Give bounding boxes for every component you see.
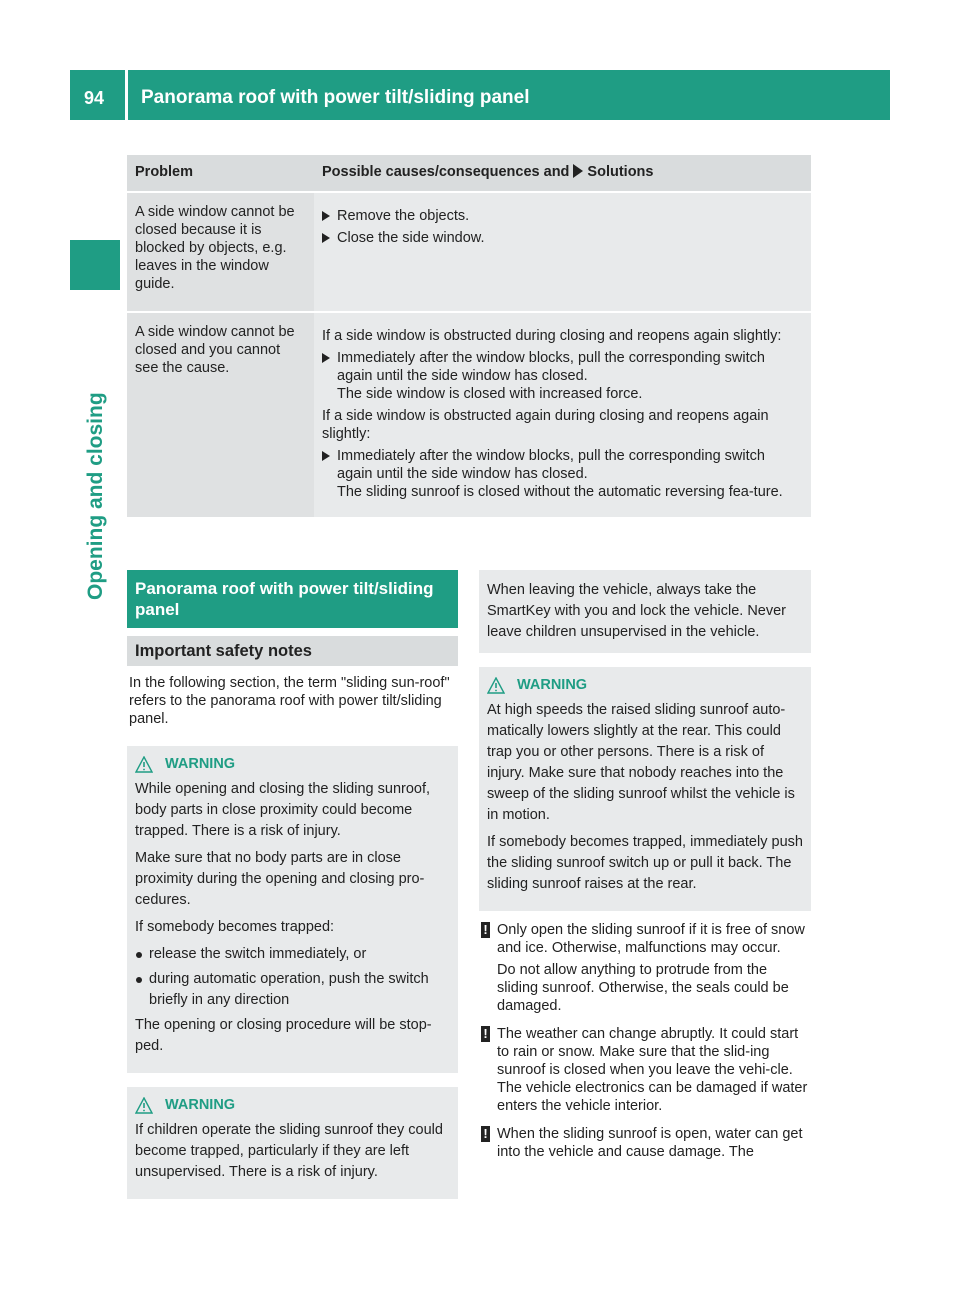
table-header-row [127, 155, 811, 192]
step-text: Close the side window. [337, 230, 485, 246]
note-item [479, 921, 811, 1015]
solution-step [322, 207, 803, 225]
intro-text: In the following section, the term "sliding sun-roof" refers to the panorama roof with power tilt/sliding panel. [129, 675, 450, 727]
warning-heading [135, 1095, 450, 1116]
solution-step [322, 447, 803, 501]
page-number: 94 [84, 88, 105, 108]
warning-text: If children operate the sliding sunroof they could become trapped, particularly if they are left unsupervised. There is a risk of injury. [135, 1122, 443, 1180]
section-heading: Panorama roof with power tilt/sliding panel [127, 570, 458, 628]
warning-box [479, 667, 811, 911]
right-column [479, 570, 811, 1165]
subsection-heading: Important safety notes [127, 636, 458, 666]
step-text: Immediately after the window blocks, pull the corresponding switch again until the side window has closed. [337, 448, 765, 482]
left-column [127, 570, 458, 1199]
solution-cell [314, 192, 811, 312]
solution-cell [314, 312, 811, 517]
solution-paragraph: If a side window is obstructed during closing and reopens again slightly: [322, 328, 782, 344]
exclamation-icon: ! [481, 922, 490, 938]
warning-text: While opening and closing the sliding sunroof, body parts in close proximity could become trapped. There is a risk of injury. [135, 781, 431, 839]
triangle-arrow-icon [322, 353, 330, 363]
warning-box [127, 746, 458, 1073]
solution-step [322, 229, 803, 247]
header-divider [125, 70, 128, 120]
warning-heading [487, 675, 803, 696]
warning-heading [135, 754, 450, 775]
warning-text: The opening or closing procedure will be stop-ped. [135, 1017, 432, 1054]
warning-text: Make sure that no body parts are in close proximity during the opening and closing pro-cedures. [135, 850, 425, 908]
warning-triangle-icon [135, 1097, 153, 1114]
warning-label: WARNING [165, 756, 236, 772]
problem-cell: A side window cannot be closed because it is blocked by objects, e.g. leaves in the window guide. [127, 192, 314, 312]
bullet-item: during automatic operation, push the switch briefly in any direction [135, 969, 450, 1011]
note-text: Do not allow anything to protrude from the sliding sunroof. Otherwise, the seals could be damaged. [497, 962, 789, 1014]
note-text: The weather can change abruptly. It could start to rain or snow. Make sure that the slid-ing sunroof is closed when you leave the vehi-cle. The vehicle electronics can be damaged if water enters the vehicle interior. [497, 1026, 808, 1114]
troubleshooting-table [127, 155, 811, 517]
chapter-label: Opening and closing [84, 392, 107, 600]
note-item [479, 1125, 811, 1161]
note-text: When the sliding sunroof is open, water can get into the vehicle and cause damage. The [497, 1126, 803, 1160]
warning-triangle-icon [487, 677, 505, 694]
step-note: The sliding sunroof is closed without the automatic reversing fea-ture. [337, 484, 783, 500]
chapter-tab [70, 240, 120, 290]
header-solutions-pre: Possible causes/consequences and [322, 164, 570, 180]
triangle-arrow-icon [573, 164, 583, 178]
info-box: When leaving the vehicle, always take the SmartKey with you and lock the vehicle. Never leave children unsupervised in the vehicle. [479, 570, 811, 653]
step-note: The side window is closed with increased force. [337, 386, 643, 402]
note-item [479, 1025, 811, 1115]
warning-triangle-icon [135, 756, 153, 773]
warning-label: WARNING [165, 1097, 236, 1113]
warning-text: At high speeds the raised sliding sunroof auto-matically lowers slightly at the rear. This could trap you or other persons. There is a risk of injury. Make sure that nobody reaches into the sweep of the sliding sunroof whilst the vehicle is in motion. [487, 702, 795, 823]
header-solutions-post: Solutions [587, 164, 654, 180]
warning-box [127, 1087, 458, 1199]
triangle-arrow-icon [322, 233, 330, 243]
header-solutions [314, 155, 811, 192]
step-text: Immediately after the window blocks, pull the corresponding switch again until the side window has closed. [337, 350, 765, 384]
exclamation-icon: ! [481, 1026, 490, 1042]
warning-text: If somebody becomes trapped: [135, 919, 335, 935]
page-title: Panorama roof with power tilt/sliding panel [141, 87, 530, 108]
warning-label: WARNING [517, 677, 588, 693]
solution-paragraph: If a side window is obstructed again during closing and reopens again slightly: [322, 408, 769, 442]
table-row [127, 312, 811, 517]
table-row [127, 192, 811, 312]
step-text: Remove the objects. [337, 208, 470, 224]
solution-step [322, 349, 803, 403]
note-text: Only open the sliding sunroof if it is free of snow and ice. Otherwise, malfunctions may occur. [497, 922, 805, 956]
bullet-item: release the switch immediately, or [135, 944, 450, 965]
exclamation-icon: ! [481, 1126, 490, 1142]
triangle-arrow-icon [322, 211, 330, 221]
warning-text: If somebody becomes trapped, immediately push the sliding sunroof switch up or pull it back. The sliding sunroof raises at the rear. [487, 834, 803, 892]
header-problem: Problem [127, 155, 314, 192]
problem-cell: A side window cannot be closed and you cannot see the cause. [127, 312, 314, 517]
triangle-arrow-icon [322, 451, 330, 461]
